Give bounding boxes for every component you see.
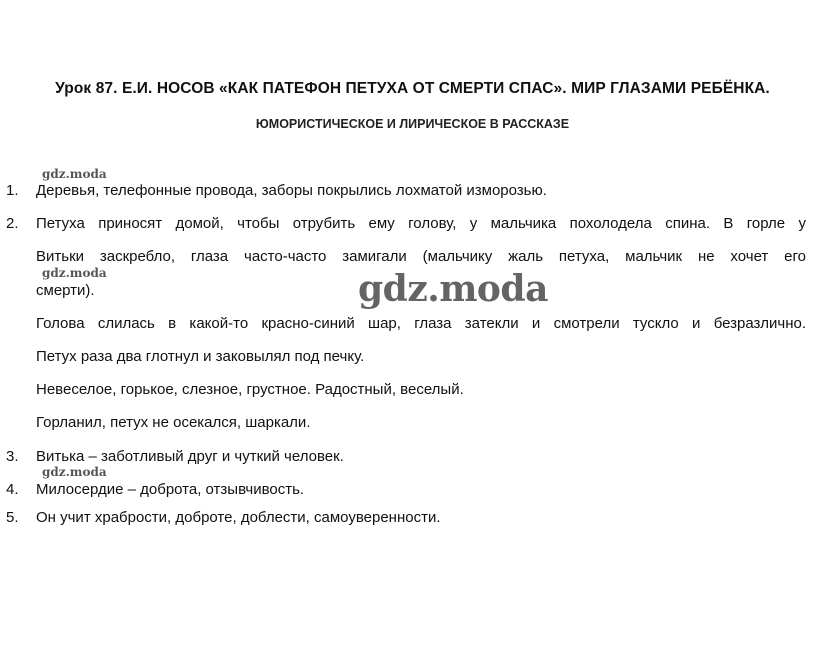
answer-line: смерти). (36, 282, 95, 299)
watermark-small: gdz.moda (42, 167, 107, 181)
watermark-small: gdz.moda (42, 266, 107, 280)
answer-line: Деревья, телефонные провода, заборы покрылись лохматой изморозью. (36, 182, 547, 199)
answer-line: Он учит храбрости, доброте, доблести, самоуверенности. (36, 509, 441, 526)
item-number: 4. (6, 481, 19, 498)
item-number: 2. (6, 215, 19, 232)
item-number: 3. (6, 448, 19, 465)
page-subtitle: ЮМОРИСТИЧЕСКОЕ И ЛИРИЧЕСКОЕ В РАССКАЗЕ (255, 117, 570, 131)
watermark-large: gdz.moda (358, 268, 548, 310)
item-number: 5. (6, 509, 19, 526)
page-title: Урок 87. Е.И. НОСОВ «КАК ПАТЕФОН ПЕТУХА ОТ СМЕРТИ СПАС». МИР ГЛАЗАМИ РЕБЁНКА. (55, 80, 770, 97)
answer-line: Витька – заботливый друг и чуткий человек. (36, 448, 344, 465)
watermark-small: gdz.moda (42, 465, 107, 479)
answer-line: Милосердие – доброта, отзывчивость. (36, 481, 305, 498)
answer-line: Петуха приносят домой, чтобы отрубить ему голову, у мальчика похолодела спина. В горле у (36, 215, 806, 232)
answer-line: Горланил, петух не осекался, шаркали. (36, 414, 311, 431)
answer-line: Голова слилась в какой-то красно-синий шар, глаза затекли и смотрели тускло и безразлично. (36, 315, 806, 332)
item-number: 1. (6, 182, 19, 199)
answer-line: Петух раза два глотнул и заковылял под печку. (36, 348, 365, 365)
answer-line: Невеселое, горькое, слезное, грустное. Радостный, веселый. (36, 381, 464, 398)
answer-line: Витьки заскребло, глаза часто-часто замигали (мальчику жаль петуха, мальчик не хочет его (36, 248, 806, 265)
